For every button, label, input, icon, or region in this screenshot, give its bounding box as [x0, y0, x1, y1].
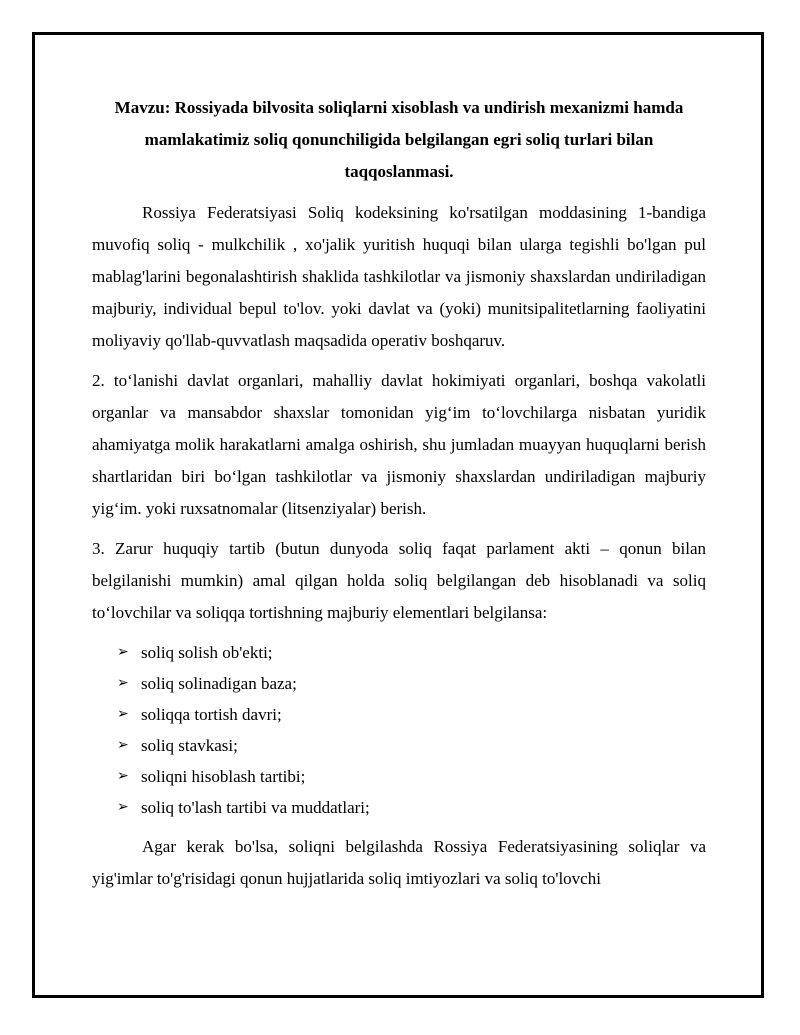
list-item — [92, 792, 706, 823]
paragraph-3: 3. Zarur huquqiy tartib (butun dunyoda soliq faqat parlament akti – qonun bilan belgilanishi mumkin) amal qilgan holda soliq belgilangan deb hisoblanadi va soliq to‘lovchilar va soliqqa tortishning majburiy elementlari belgilansa: — [92, 539, 706, 622]
tax-elements-list — [92, 637, 706, 823]
list-item-text: soliq solish ob'ekti; — [141, 643, 273, 662]
list-item-text: soliq stavkasi; — [141, 736, 238, 755]
list-item — [92, 761, 706, 792]
document-title: Mavzu: Rossiyada bilvosita soliqlarni xisoblash va undirish mexanizmi hamda mamlakatimiz soliq qonunchiligida belgilangan egri soliq turlari bilan taqqoslanmasi. — [114, 98, 684, 181]
paragraph-2: 2. to‘lanishi davlat organlari, mahalliy davlat hokimiyati organlari, boshqa vakolatli organlar va mansabdor shaxslar tomonidan yig‘im to‘lovchilarga nisbatan yuridik ahamiyatga molik harakatlarni amalga oshirish, shu jumladan muayyan huquqlarni berish shartlaridan biri bo‘lgan tashkilotlar va jismoniy shaxslardan undiriladigan majburiy yig‘im. yoki ruxsatnomalar (litsenziyalar) berish. — [92, 371, 706, 518]
list-item — [92, 668, 706, 699]
closing-paragraph: Agar kerak bo'lsa, soliqni belgilashda Rossiya Federatsiyasining soliqlar va yig'imlar to'g'risidagi qonun hujjatlarida soliq imtiyozlari va soliq to'lovchi — [92, 837, 706, 888]
arrow-bullet-icon: ➢ — [117, 799, 129, 815]
document-body — [92, 92, 706, 903]
list-item-text: soliq to'lash tartibi va muddatlari; — [141, 798, 370, 817]
arrow-bullet-icon: ➢ — [117, 737, 129, 753]
list-item — [92, 699, 706, 730]
list-item-text: soliqqa tortish davri; — [141, 705, 282, 724]
arrow-bullet-icon: ➢ — [117, 768, 129, 784]
list-item — [92, 730, 706, 761]
arrow-bullet-icon: ➢ — [117, 644, 129, 660]
list-item-text: soliq solinadigan baza; — [141, 674, 297, 693]
list-item-text: soliqni hisoblash tartibi; — [141, 767, 306, 786]
paragraph-1: Rossiya Federatsiyasi Soliq kodeksining ko'rsatilgan moddasining 1-bandiga muvofiq soliq - mulkchilik , xo'jalik yuritish huquqi bilan ularga tegishli bo'lgan pul mablag'larini begonalashtirish shaklida tashkilotlar va jismoniy shaxslardan undiriladigan majburiy, individual bepul to'lov. yoki davlat va (yoki) munitsipalitetlarning faoliyatini moliyaviy qo'llab-quvvatlash maqsadida operativ boshqaruv. — [92, 203, 706, 350]
list-item — [92, 637, 706, 668]
arrow-bullet-icon: ➢ — [117, 706, 129, 722]
arrow-bullet-icon: ➢ — [117, 675, 129, 691]
